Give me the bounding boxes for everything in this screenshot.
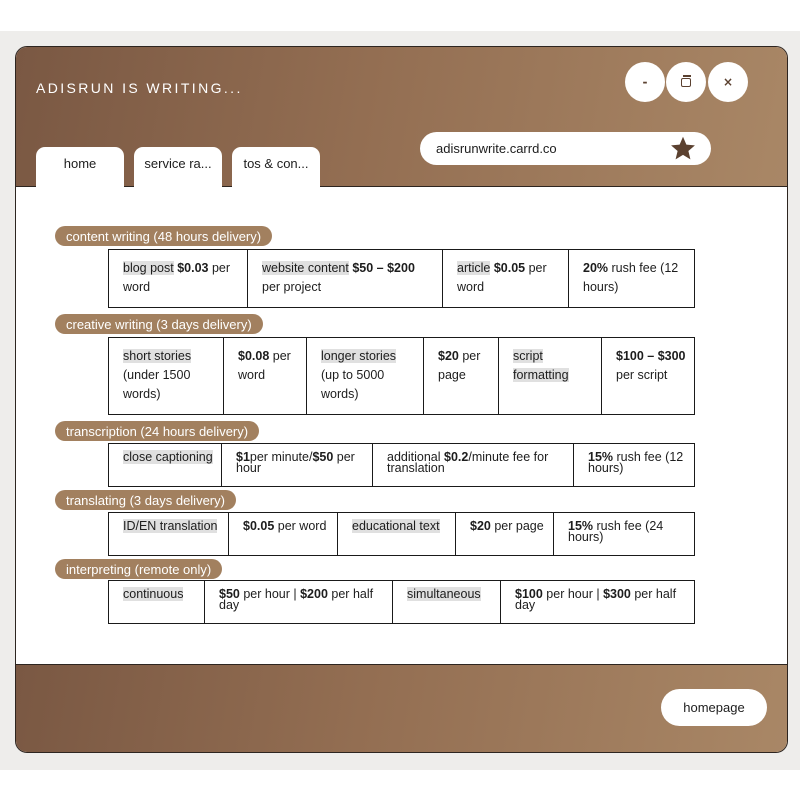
rush-percent: 20% — [583, 261, 609, 275]
item-name: script formatting — [513, 349, 569, 382]
item-unit: per page — [494, 519, 544, 533]
url-text: adisrunwrite.carrd.co — [436, 141, 557, 156]
item-name: simultaneous — [407, 587, 481, 601]
item-price: $20 — [470, 519, 491, 533]
content-area — [16, 188, 787, 664]
translating-table — [108, 512, 695, 556]
item-unit: per script — [616, 368, 668, 382]
window-title: ADISRUN IS WRITING... — [36, 80, 243, 96]
tab-tos-conditions[interactable]: tos & con... — [232, 147, 320, 188]
item-name: article — [457, 261, 491, 275]
item-price: $1 — [236, 450, 250, 464]
item-unit: per word — [457, 261, 547, 294]
item-price: $0.03 — [177, 261, 209, 275]
section-pill-creative-writing: creative writing (3 days delivery) — [55, 314, 263, 334]
section-pill-interpreting: interpreting (remote only) — [55, 559, 222, 579]
item-price: $50 — [219, 587, 240, 601]
item-unit: per word — [238, 349, 291, 382]
table-cell — [109, 250, 248, 307]
maximize-button[interactable] — [666, 62, 706, 102]
minimize-icon: - — [642, 75, 648, 89]
item-unit: per half day — [515, 587, 677, 612]
table-cell — [554, 513, 694, 555]
rush-percent: 15% — [588, 450, 614, 464]
item-price: $20 — [438, 349, 459, 363]
table-cell — [456, 513, 554, 555]
item-price: $200 — [300, 587, 328, 601]
table-cell — [248, 250, 443, 307]
tab-home[interactable]: home — [36, 147, 124, 188]
app-window — [15, 46, 788, 753]
close-icon: × — [722, 75, 734, 89]
table-cell — [224, 338, 307, 414]
star-icon[interactable] — [669, 135, 697, 162]
section-pill-transcription: transcription (24 hours delivery) — [55, 421, 259, 441]
section-pill-content-writing: content writing (48 hours delivery) — [55, 226, 272, 246]
table-cell — [109, 513, 229, 555]
table-cell — [393, 581, 501, 623]
window-footer — [16, 664, 787, 752]
table-cell — [424, 338, 499, 414]
item-unit: per minute/ — [249, 450, 313, 464]
table-cell — [109, 581, 205, 623]
homepage-button[interactable]: homepage — [661, 689, 767, 726]
transcription-table — [108, 443, 695, 487]
table-cell — [443, 250, 569, 307]
item-name: longer stories — [321, 349, 397, 363]
section-pill-translating: translating (3 days delivery) — [55, 490, 236, 510]
item-unit: per half day — [219, 587, 374, 612]
table-cell — [307, 338, 424, 414]
item-price: $100 — [515, 587, 543, 601]
rush-text: rush fee (24 hours) — [568, 519, 664, 544]
table-cell — [109, 444, 222, 486]
table-cell — [109, 338, 224, 414]
table-cell — [602, 338, 694, 414]
item-price: $100 – $300 — [616, 349, 686, 363]
item-detail: (under 1500 words) — [123, 368, 191, 401]
close-button[interactable] — [708, 62, 748, 102]
table-cell — [205, 581, 393, 623]
table-cell — [373, 444, 574, 486]
table-cell — [501, 581, 694, 623]
table-cell — [569, 250, 694, 307]
rush-percent: 15% — [568, 519, 594, 533]
table-cell — [574, 444, 694, 486]
item-name: short stories — [123, 349, 192, 363]
content-writing-table — [108, 249, 695, 308]
item-price: $0.08 — [238, 349, 270, 363]
item-name: website content — [262, 261, 349, 275]
item-unit: per hour | — [546, 587, 604, 601]
item-unit: per page — [438, 349, 481, 382]
minimize-button[interactable] — [625, 62, 665, 102]
url-bar[interactable] — [420, 132, 711, 165]
table-cell — [222, 444, 373, 486]
item-price: $0.05 — [243, 519, 275, 533]
item-price: $300 — [603, 587, 631, 601]
item-unit: per project — [262, 280, 322, 294]
window-header — [16, 47, 787, 187]
item-unit: per hour | — [243, 587, 301, 601]
item-text: /minute fee for translation — [387, 450, 549, 475]
item-price: $0.2 — [444, 450, 469, 464]
table-cell — [338, 513, 456, 555]
rush-text: rush fee (12 hours) — [583, 261, 679, 294]
item-name: continuous — [123, 587, 184, 601]
interpreting-table — [108, 580, 695, 624]
rush-text: rush fee (12 hours) — [588, 450, 684, 475]
item-name: blog post — [123, 261, 174, 275]
item-unit: per word — [123, 261, 231, 294]
item-unit: per hour — [236, 450, 355, 475]
item-price: $0.05 — [493, 261, 526, 275]
item-price: $50 — [312, 450, 334, 464]
creative-writing-table — [108, 337, 695, 415]
item-text: additional — [387, 450, 444, 464]
item-name: ID/EN translation — [123, 519, 218, 533]
item-price: $50 – $200 — [352, 261, 415, 275]
maximize-icon — [681, 78, 691, 87]
table-cell — [499, 338, 602, 414]
item-detail: (up to 5000 words) — [321, 368, 385, 401]
item-name: educational text — [352, 519, 440, 533]
item-name: close captioning — [123, 450, 213, 464]
tab-service-rates[interactable]: service ra... — [134, 147, 222, 188]
item-unit: per word — [277, 519, 327, 533]
table-cell — [229, 513, 338, 555]
